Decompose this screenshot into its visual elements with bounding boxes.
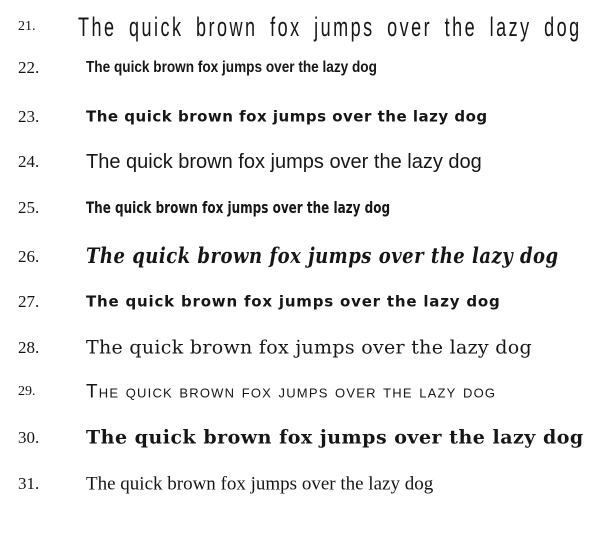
font-sample-row-28 [0, 325, 600, 371]
font-sample-text: The quick brown fox jumps over the lazy dog [78, 12, 582, 42]
font-sample-row-23 [0, 94, 600, 140]
font-sample-text: The quick brown fox jumps over the lazy dog [86, 198, 391, 217]
row-number: 24. [18, 152, 40, 171]
row-number: 27. [18, 292, 40, 311]
font-sample-text: The quick brown fox jumps over the lazy dog [86, 107, 488, 126]
font-sample-row-21 [0, 4, 600, 50]
row-number: 28. [18, 338, 40, 357]
font-sample-text: The quick brown fox jumps over the lazy dog [86, 381, 497, 403]
font-sample-row-29 [0, 369, 600, 415]
font-sample-row-22 [0, 45, 600, 91]
row-number: 22. [18, 58, 40, 77]
font-sample-text: The quick brown fox jumps over the lazy dog [86, 151, 482, 173]
font-sample-text: The quick brown fox jumps over the lazy dog [86, 336, 532, 359]
row-number: 26. [18, 247, 40, 266]
row-number: 31. [18, 474, 40, 493]
font-sample-row-30 [0, 415, 600, 461]
font-sample-text: The quick brown fox jumps over the lazy dog [86, 59, 377, 76]
font-sample-row-25 [0, 185, 600, 231]
row-number: 30. [18, 428, 40, 447]
font-sample-text: The quick brown fox jumps over the lazy dog [86, 243, 559, 269]
font-sample-text: The quick brown fox jumps over the lazy dog [86, 292, 501, 311]
font-sample-row-24 [0, 139, 600, 185]
font-sample-text: The quick brown fox jumps over the lazy dog [86, 426, 584, 449]
row-number: 29. [18, 384, 36, 399]
font-sample-row-26 [0, 234, 600, 280]
row-number: 25. [18, 198, 40, 217]
row-number: 23. [18, 107, 40, 126]
font-sample-text: The quick brown fox jumps over the lazy dog [86, 473, 434, 495]
font-sample-row-31 [0, 461, 600, 507]
font-sample-row-27 [0, 279, 600, 325]
row-number: 21. [18, 19, 36, 34]
